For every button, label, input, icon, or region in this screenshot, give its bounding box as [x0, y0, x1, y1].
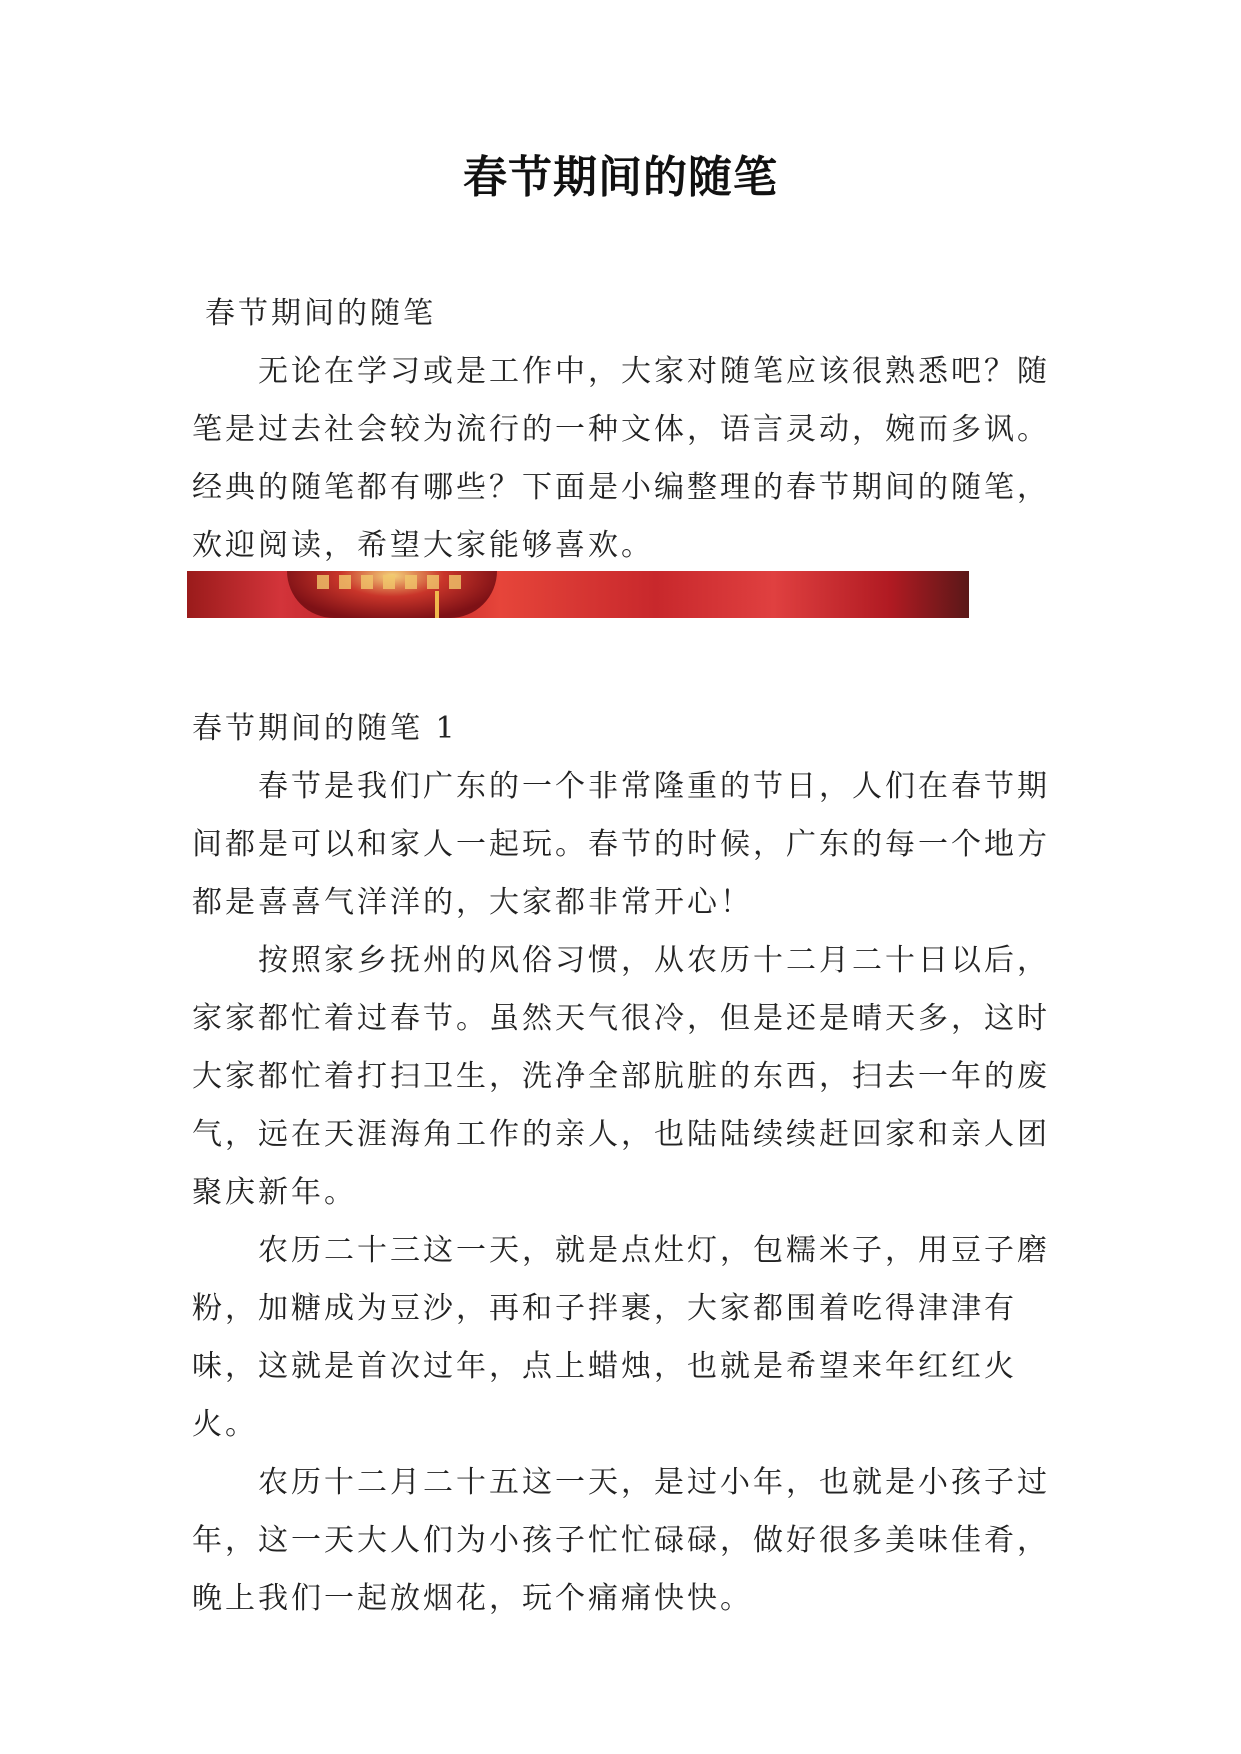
lantern-pattern [317, 575, 467, 589]
section-body [192, 758, 1072, 1628]
lantern-string [435, 591, 439, 618]
banner-image [187, 571, 969, 618]
intro-paragraph: 无论在学习或是工作中，大家对随笔应该很熟悉吧？随笔是过去社会较为流行的一种文体，语言灵动，婉而多讽。经典的随笔都有哪些？下面是小编整理的春节期间的随笔，欢迎阅读，希望大家能够喜欢。 [192, 354, 1050, 563]
section-paragraph: 农历十二月二十五这一天，是过小年，也就是小孩子过年，这一天大人们为小孩子忙忙碌碌，做好很多美味佳肴，晚上我们一起放烟花，玩个痛痛快快。 [192, 1465, 1050, 1616]
document-subtitle: 春节期间的随笔 [205, 296, 436, 331]
section-paragraph: 春节是我们广东的一个非常隆重的节日，人们在春节期间都是可以和家人一起玩。春节的时候，广东的每一个地方都是喜喜气洋洋的，大家都非常开心！ [192, 769, 1050, 920]
section-paragraph: 农历二十三这一天，就是点灶灯，包糯米子，用豆子磨粉，加糖成为豆沙，再和子拌裹，大家都围着吃得津津有味，这就是首次过年，点上蜡烛，也就是希望来年红红火火。 [192, 1233, 1050, 1442]
section-title: 春节期间的随笔 1 [192, 711, 458, 746]
document-title: 春节期间的随笔 [463, 152, 778, 203]
intro-body [192, 343, 1072, 575]
section-paragraph: 按照家乡抚州的风俗习惯，从农历十二月二十日以后，家家都忙着过春节。虽然天气很冷，但是还是晴天多，这时大家都忙着打扫卫生，洗净全部肮脏的东西，扫去一年的废气，远在天涯海角工作的亲人，也陆陆续续赶回家和亲人团聚庆新年。 [192, 943, 1050, 1210]
